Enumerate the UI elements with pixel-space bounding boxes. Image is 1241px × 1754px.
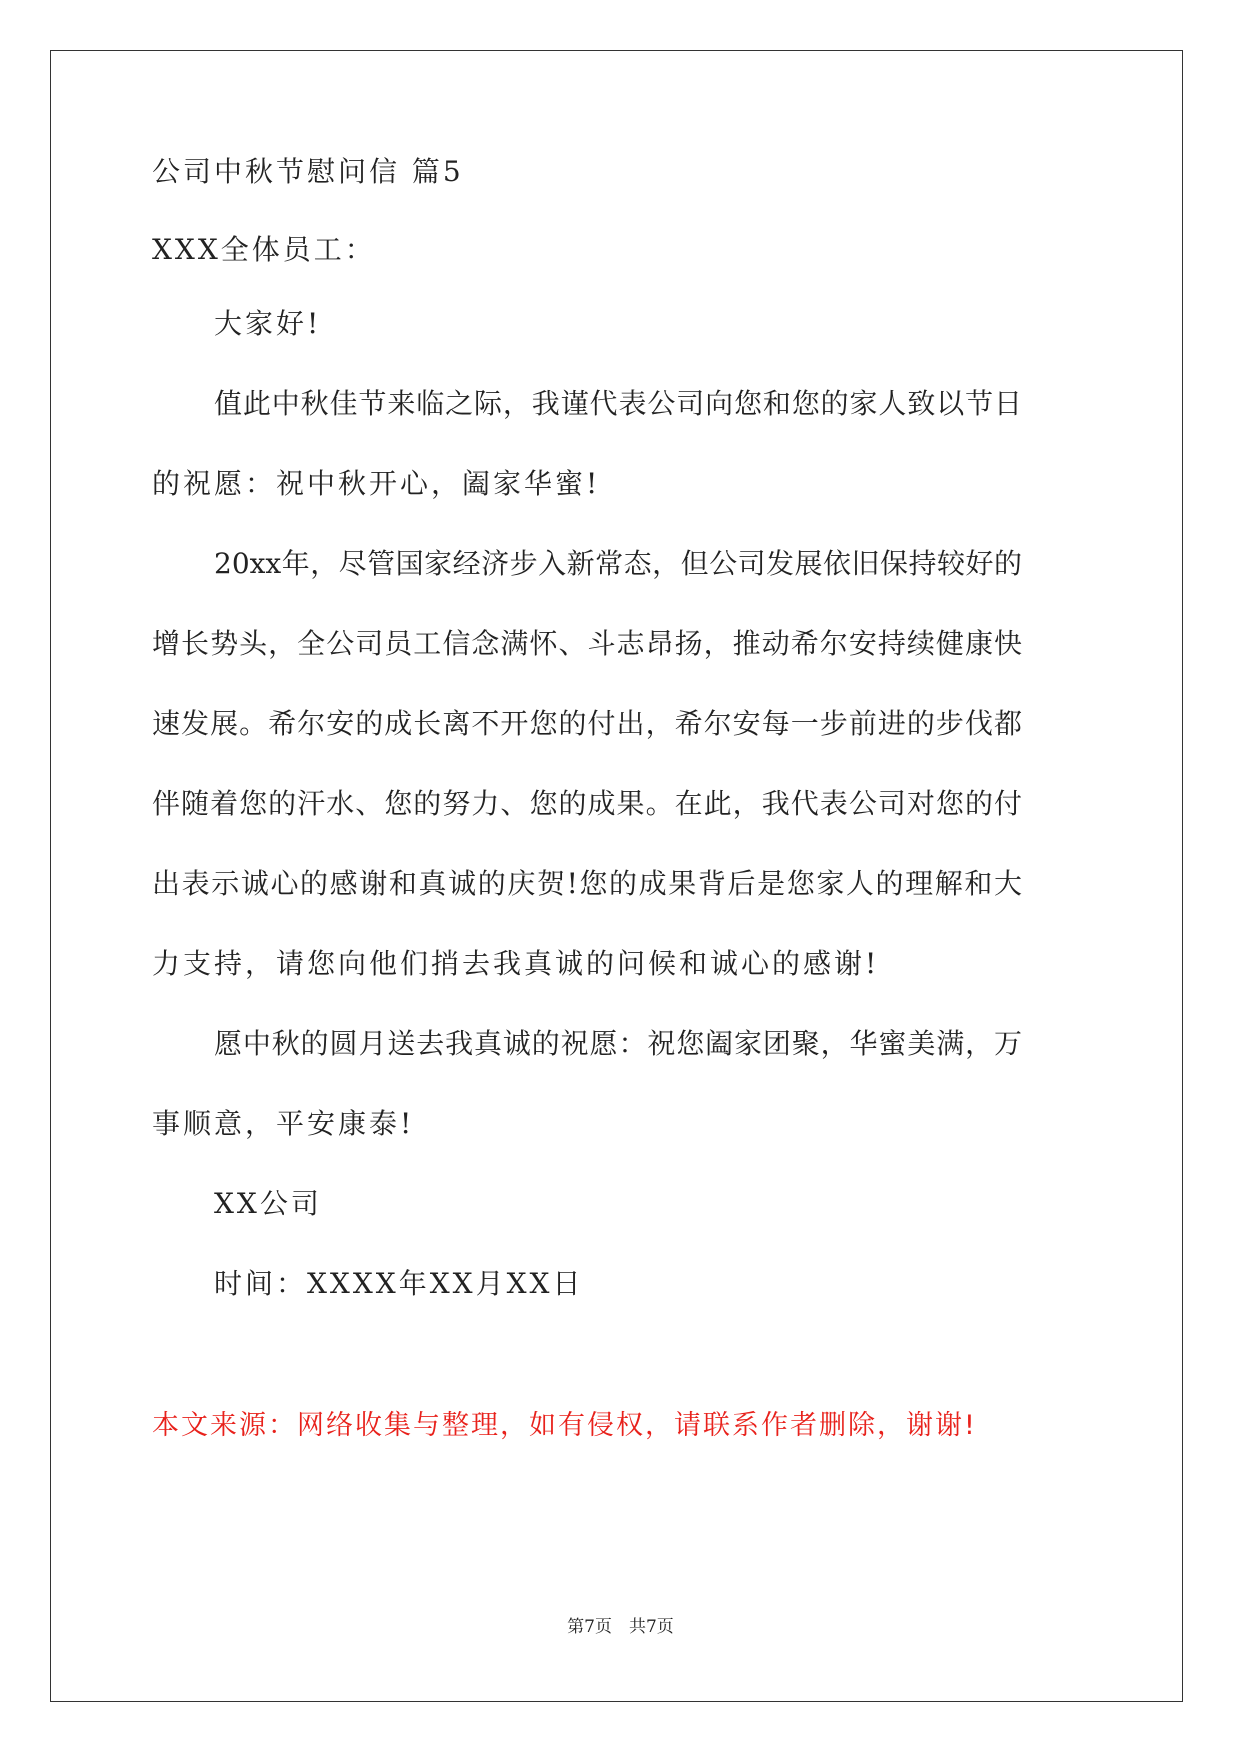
date-line: 时间：XXXX年XX月XX日 — [214, 1267, 584, 1300]
paragraph2-line2: 增长势头，全公司员工信念满怀、斗志昂扬，推动希尔安持续健康快 — [152, 627, 1022, 660]
paragraph2-line1: 20xx年，尽管国家经济步入新常态，但公司发展依旧保持较好的 — [214, 547, 1022, 580]
salutation: XXX全体员工： — [152, 233, 376, 266]
paragraph2-line3: 速发展。希尔安的成长离不开您的付出，希尔安每一步前进的步伐都 — [152, 707, 1022, 740]
document-title: 公司中秋节慰问信 篇5 — [152, 155, 464, 188]
paragraph2-line4: 伴随着您的汗水、您的努力、您的成果。在此，我代表公司对您的付 — [152, 787, 1022, 820]
source-note: 本文来源：网络收集与整理，如有侵权，请联系作者删除，谢谢! — [152, 1410, 977, 1441]
paragraph1-line2: 的祝愿：祝中秋开心，阖家华蜜! — [152, 467, 601, 500]
paragraph2-line5: 出表示诚心的感谢和真诚的庆贺!您的成果背后是您家人的理解和大 — [152, 867, 1022, 900]
paragraph1-line1: 值此中秋佳节来临之际，我谨代表公司向您和您的家人致以节日 — [214, 387, 1022, 420]
page-number-footer: 第7页 共7页 — [567, 1617, 674, 1637]
paragraph3-line1: 愿中秋的圆月送去我真诚的祝愿：祝您阖家团聚，华蜜美满，万 — [214, 1027, 1022, 1060]
paragraph2-line6: 力支持，请您向他们捎去我真诚的问候和诚心的感谢! — [152, 947, 880, 980]
signature-company: XX公司 — [214, 1187, 322, 1220]
greeting: 大家好! — [214, 307, 322, 340]
paragraph3-line2: 事顺意，平安康泰! — [152, 1107, 415, 1140]
